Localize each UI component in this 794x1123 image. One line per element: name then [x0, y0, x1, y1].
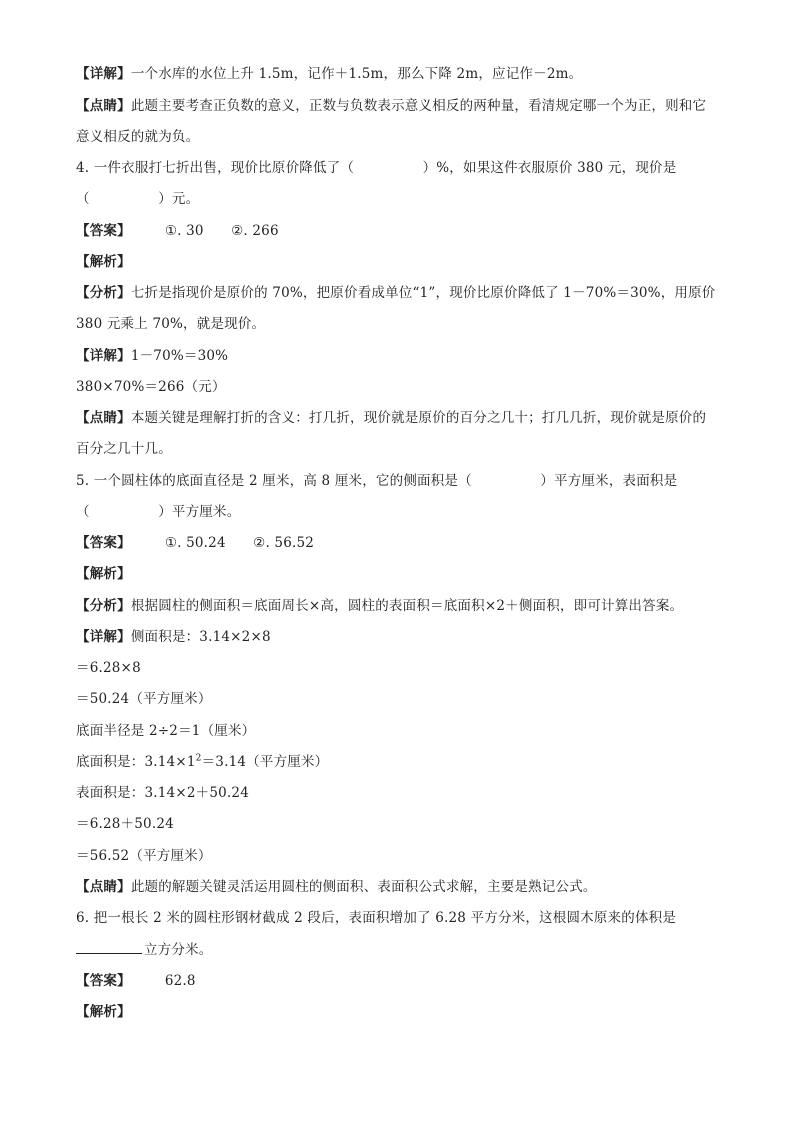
line-text: 380×70%＝266（元） — [76, 379, 226, 395]
text-line — [76, 127, 199, 147]
line-text: 底面半径是 2÷2＝1（厘米） — [76, 723, 256, 739]
line-text: 6. 把一根长 2 米的圆柱形钢材截成 2 段后，表面积增加了 6.28 平方分米，这根圆木原来的体积是 — [76, 910, 677, 926]
text-line — [76, 1002, 131, 1022]
line-text: 1－70%＝30% — [130, 348, 229, 364]
line-text: 62.8 — [164, 973, 196, 989]
text-line — [76, 439, 172, 459]
section-tag: 【点睛】 — [76, 410, 131, 426]
line-text: 立方分米。 — [144, 942, 213, 958]
section-tag: 【答案】 — [76, 535, 131, 551]
text-line — [76, 908, 676, 928]
line-text: 意义相反的就为负。 — [76, 129, 200, 145]
line-text: （ ）元。 — [76, 191, 200, 207]
line-text: 380 元乘上 70%，就是现价。 — [76, 316, 266, 332]
line-text: 4. 一件衣服打七折出售，现价比原价降低了（ ）%，如果这件衣服原价 380 元，现价是 — [76, 160, 677, 176]
text-line — [76, 627, 271, 647]
line-text: 此题主要考查正负数的意义，正数与负数表示意义相反的两种量，看清规定哪一个为正，则和它 — [130, 98, 707, 114]
text-line — [76, 533, 314, 553]
line-text: ＝6.28＋50.24 — [76, 816, 174, 832]
section-tag: 【解析】 — [76, 254, 131, 270]
line-text: 七折是指现价是原价的 70%，把原价看成单位“1”，现价比原价降低了 1－70%＝30%，用原价 — [130, 285, 716, 301]
text-line — [76, 408, 706, 428]
line-text: 百分之几十几。 — [76, 441, 172, 457]
line-text: （ ）平方厘米。 — [76, 504, 241, 520]
text-line — [76, 846, 212, 866]
line-text: 底面积是：3.14×1 — [76, 754, 196, 770]
section-tag: 【答案】 — [76, 223, 131, 239]
section-tag: 【分析】 — [76, 285, 131, 301]
line-text: ＝56.52（平方厘米） — [76, 848, 212, 864]
section-tag: 【解析】 — [76, 1004, 131, 1020]
text-line — [76, 96, 706, 116]
text-line — [76, 502, 240, 522]
line-text: 一个水库的水位上升 1.5m，记作＋1.5m，那么下降 2m，应记作－2m。 — [130, 66, 583, 82]
text-line — [76, 158, 676, 178]
text-line — [76, 877, 597, 897]
text-line — [76, 564, 131, 584]
section-tag: 【详解】 — [76, 348, 131, 364]
section-tag: 【答案】 — [76, 973, 131, 989]
line-text: ＝50.24（平方厘米） — [76, 691, 212, 707]
superscript: 2 — [195, 753, 202, 764]
line-text: 侧面积是：3.14×2×8 — [130, 629, 271, 645]
line-text: 5. 一个圆柱体的底面直径是 2 厘米，高 8 厘米，它的侧面积是（ ）平方厘米，表面积是 — [76, 473, 678, 489]
section-tag: 【分析】 — [76, 598, 131, 614]
line-text: ①. 50.24 ②. 56.52 — [164, 535, 315, 551]
text-line — [76, 596, 683, 616]
text-line — [76, 346, 228, 366]
text-line — [76, 221, 279, 241]
text-line — [76, 814, 174, 834]
line-text: 根据圆柱的侧面积＝底面周长×高，圆柱的表面积＝底面积×2＋侧面积，即可计算出答案。 — [130, 598, 684, 614]
line-text: ①. 30 ②. 266 — [164, 223, 279, 239]
line-text: ＝6.28×8 — [76, 660, 141, 676]
text-line — [76, 252, 131, 272]
text-line — [76, 658, 141, 678]
text-line — [76, 939, 213, 960]
section-tag: 【详解】 — [76, 66, 131, 82]
text-line — [76, 64, 582, 84]
text-line — [76, 971, 196, 991]
section-tag: 【点睛】 — [76, 879, 131, 895]
text-line — [76, 471, 677, 491]
line-text: 此题的解题关键灵活运用圆柱的侧面积、表面积公式求解，主要是熟记公式。 — [130, 879, 597, 895]
line-text: 表面积是：3.14×2＋50.24 — [76, 785, 250, 801]
line-text: 本题关键是理解打折的含义：打几折，现价就是原价的百分之几十；打几几折，现价就是原价的 — [130, 410, 707, 426]
text-line — [76, 189, 199, 209]
text-line — [76, 689, 212, 709]
text-line — [76, 783, 249, 803]
text-line — [76, 721, 255, 741]
section-tag: 【详解】 — [76, 629, 131, 645]
text-line — [76, 377, 226, 397]
line-text-after: ＝3.14（平方厘米） — [201, 754, 329, 770]
section-tag: 【解析】 — [76, 566, 131, 582]
text-line — [76, 283, 716, 303]
section-tag: 【点睛】 — [76, 98, 131, 114]
text-line — [76, 752, 328, 772]
text-line — [76, 314, 265, 334]
answer-blank — [76, 939, 142, 954]
